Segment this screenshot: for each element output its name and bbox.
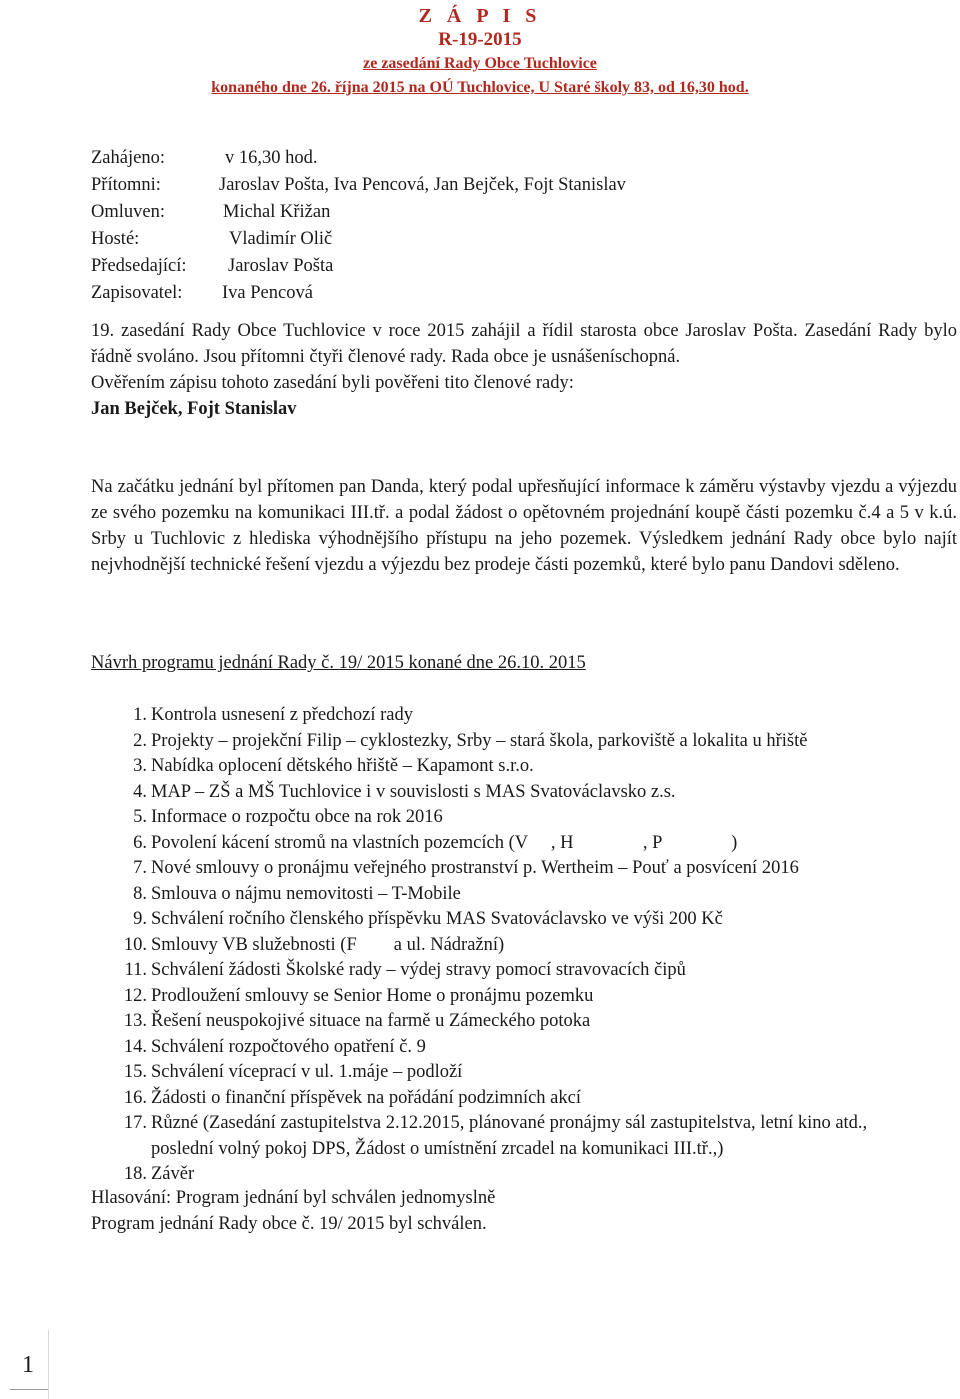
item-text: Schválení rozpočtového opatření č. 9: [151, 1036, 426, 1057]
item-number: 1.: [133, 705, 147, 725]
item-text: Smlouvy VB služebnosti (F a ul. Nádražní): [151, 934, 505, 955]
list-item: [91, 1086, 957, 1112]
item-text: Informace o rozpočtu obce na rok 2016: [151, 807, 443, 827]
item-text: Schválení žádosti Školské rady – výdej stravy pomocí stravovacích čipů: [151, 960, 686, 980]
item-text: Nové smlouvy o pronájmu veřejného prostranství p. Wertheim – Pouť a posvícení 2016: [151, 858, 799, 878]
danda-paragraph: Na začátku jednání byl přítomen pan Danda, který podal upřesňující informace k záměru výstavby vjezdu a výjezdu ze svého pozemku na komunikaci III.tř. a podal žádost o opětovném projednání koupě části pozemku č.4 a 5 v k.ú. Srby u Tuchlovic z hlediska výhodnějšího přístupu na jeho pozemek. Výsledkem jednání Rady obce bylo najít nejvhodnější technické řešení vjezdu a výjezdu bez prodeje části pozemků, které bylo panu Dandovi sděleno.: [91, 477, 957, 575]
list-item: [91, 1111, 957, 1162]
approval-line: Program jednání Rady obce č. 19/ 2015 byl schválen.: [91, 1214, 487, 1234]
item-number: 15.: [123, 1062, 147, 1082]
item-text: MAP – ZŠ a MŠ Tuchlovice i v souvislosti s MAS Svatováclavsko z.s.: [151, 781, 676, 802]
program-heading: Návrh programu jednání Rady č. 19/ 2015 konané dne 26.10. 2015: [91, 653, 586, 673]
item-text: Nabídka oplocení dětského hřiště – Kapamont s.r.o.: [151, 756, 534, 776]
list-item: [91, 1009, 957, 1035]
meta-label: Předsedající:: [91, 256, 187, 276]
danda-section: [91, 474, 957, 578]
item-number: 16.: [123, 1087, 147, 1108]
list-item: [91, 958, 957, 984]
item-text: Žádosti o finanční příspěvek na pořádání podzimních akcí: [151, 1087, 581, 1108]
item-number: 10.: [123, 934, 147, 955]
meta-value: Jaroslav Pošta: [228, 256, 334, 276]
list-item: [91, 984, 957, 1010]
item-text: Projekty – projekční Filip – cyklostezky, Srby – stará škola, parkoviště a lokalita u hřiště: [151, 730, 808, 751]
list-item: [91, 805, 957, 831]
item-number: 18.: [123, 1164, 147, 1184]
meta-value: Michal Křižan: [223, 202, 331, 222]
item-number: 6.: [133, 832, 147, 853]
list-item: [91, 729, 957, 755]
verification-paragraph: Ověřením zápisu tohoto zasedání byli pověřeni tito členové rady:: [91, 373, 574, 393]
list-item: [91, 907, 957, 933]
list-item: [91, 1162, 957, 1188]
item-text: Povolení kácení stromů na vlastních pozemcích (V , H , P ): [151, 832, 738, 853]
document-number: R-19-2015: [438, 29, 522, 50]
program-heading-block: [91, 650, 957, 676]
intro-paragraph: 19. zasedání Rady Obce Tuchlovice v roce 2015 zahájil a řídil starosta obce Jaroslav Pošta. Zasedání Rady bylo řádně svoláno. Jsou přítomni čtyři členové rady. Rada obce je usnášeníschopná.: [91, 321, 957, 367]
list-item: [91, 754, 957, 780]
item-number: 8.: [133, 883, 147, 904]
item-text: Kontrola usnesení z předchozí rady: [151, 705, 413, 725]
meta-value: v 16,30 hod.: [225, 148, 318, 168]
meta-label: Omluven:: [91, 202, 165, 222]
item-text: Závěr: [151, 1164, 195, 1184]
meta-label: Zapisovatel:: [91, 283, 183, 303]
document-subtitle: ze zasedání Rady Obce Tuchlovice: [363, 55, 597, 72]
item-number: 12.: [123, 985, 147, 1006]
item-text: Schválení víceprací v ul. 1.máje – podloží: [151, 1062, 463, 1082]
meta-value: Iva Pencová: [222, 283, 313, 303]
page-number-rule: [10, 1389, 48, 1390]
page-number: 1: [22, 1352, 34, 1378]
item-text: Smlouva o nájmu nemovitosti – T-Mobile: [151, 883, 461, 904]
item-number: 11.: [124, 960, 147, 980]
item-number: 14.: [123, 1036, 147, 1057]
meta-value: Jaroslav Pošta, Iva Pencová, Jan Bejček, Fojt Stanislav: [219, 175, 626, 195]
list-item: [91, 856, 957, 882]
item-number: 17.: [123, 1113, 147, 1133]
item-number: 9.: [133, 909, 147, 929]
intro-section: [91, 318, 957, 422]
verifiers-names: Jan Bejček, Fojt Stanislav: [91, 399, 297, 419]
document-header: [0, 4, 960, 100]
item-text: Prodloužení smlouvy se Senior Home o pronájmu pozemku: [151, 985, 594, 1006]
item-number: 3.: [133, 756, 147, 776]
item-number: 2.: [133, 730, 147, 751]
list-item: [91, 882, 957, 908]
program-list: [91, 703, 957, 1188]
list-item: [91, 831, 957, 857]
document-title: Z Á P I S: [418, 5, 542, 27]
vote-line: Hlasování: Program jednání byl schválen jednomyslně: [91, 1188, 496, 1208]
list-item: [91, 1035, 957, 1061]
item-number: 7.: [133, 858, 147, 878]
item-text: Různé (Zasedání zastupitelstva 2.12.2015, plánované pronájmy sál zastupitelstva, letní kino atd., poslední volný pokoj DPS, Žádost o umístnění zrcadel na komunikaci III.tř.,): [151, 1113, 868, 1159]
item-number: 5.: [133, 807, 147, 827]
list-item: [91, 933, 957, 959]
list-item: [91, 703, 957, 729]
list-item: [91, 1060, 957, 1086]
meta-label: Hosté:: [91, 229, 140, 249]
list-item: [91, 780, 957, 806]
meta-value: Vladimír Olič: [229, 229, 333, 249]
item-text: Schválení ročního členského příspěvku MAS Svatováclavsko ve výši 200 Kč: [151, 909, 723, 929]
item-number: 4.: [133, 781, 147, 802]
meta-label: Přítomni:: [91, 175, 161, 195]
meeting-date-line: konaného dne 26. října 2015 na OÚ Tuchlovice, U Staré školy 83, od 16,30 hod.: [211, 79, 749, 96]
item-number: 13.: [123, 1011, 147, 1031]
item-text: Řešení neuspokojivé situace na farmě u Zámeckého potoka: [151, 1011, 591, 1031]
meta-label: Zahájeno:: [91, 148, 165, 168]
